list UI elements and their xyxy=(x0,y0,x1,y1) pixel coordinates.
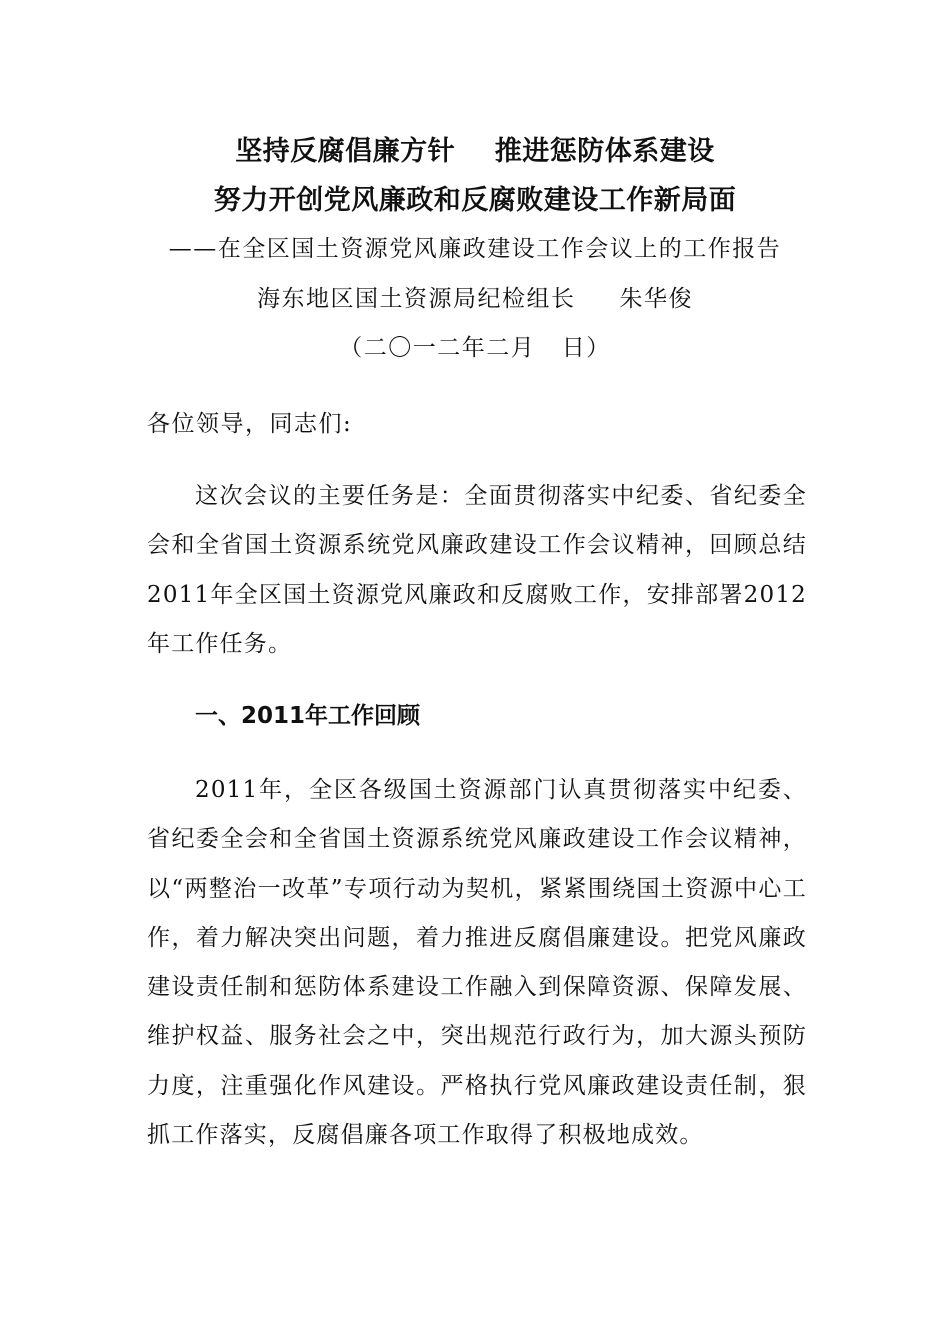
report-subtitle: ——在全区国土资源党风廉政建设工作会议上的工作报告 xyxy=(168,236,782,262)
paragraph-intro: 这次会议的主要任务是：全面贯彻落实中纪委、省纪委全会和全省国土资源系统党风廉政建设工作会议精神，回顾总结2011年全区国土资源党风廉政和反腐败工作，安排部署2012年工作任务。 xyxy=(147,483,807,657)
author-line: 海东地区国土资源局纪检组长 朱华俊 xyxy=(256,286,694,312)
date-line: （二〇一二年二月 日） xyxy=(339,335,611,361)
salutation: 各位领导，同志们: xyxy=(147,411,353,437)
section-heading: 一、2011年工作回顾 xyxy=(195,703,421,729)
paragraph-review: 2011年，全区各级国土资源部门认真贯彻落实中纪委、省纪委全会和全省国土资源系统党风廉政建设工作会议精神，以“两整治一改革”专项行动为契机，紧紧围绕国土资源中心工作，着力解决突出问题，着力推进反腐倡廉建设。把党风廉政建设责任制和惩防体系建设工作融入到保障资源、保障发展、维护权益、服务社会之中，突出规范行政行为，加大源头预防力度，注重强化作风建设。严格执行党风廉政建设责任制，狠抓工作落实，反腐倡廉各项工作取得了积极地成效。 xyxy=(147,777,807,1149)
title-line-1: 坚持反腐倡廉方针 推进惩防体系建设 xyxy=(235,136,715,167)
title-line-2: 努力开创党风廉政和反腐败建设工作新局面 xyxy=(213,185,737,216)
